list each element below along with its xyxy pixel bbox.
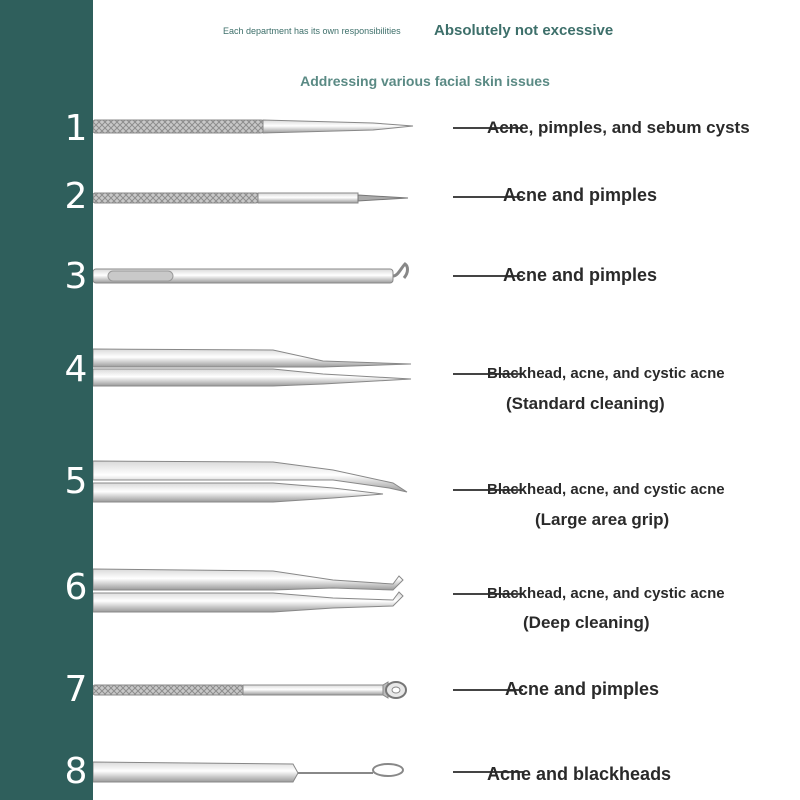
tool-3-hook-loop xyxy=(93,258,423,294)
header-subtitle: Addressing various facial skin issues xyxy=(300,73,550,89)
item-label-4: Blackhead, acne, and cystic acne xyxy=(487,365,725,382)
item-label-7: Acne and pimples xyxy=(505,679,660,699)
header-tagline: Each department has its own responsibilities xyxy=(223,26,401,36)
item-sublabel-4: (Standard cleaning) xyxy=(506,394,665,413)
item-label-5: Blackhead, acne, and cystic acne xyxy=(487,481,725,498)
tool-1-extractor-needle xyxy=(93,110,423,146)
tool-4-straight-tweezers xyxy=(93,346,423,392)
item-number-1: 1 xyxy=(64,108,88,149)
item-number-8: 8 xyxy=(64,751,88,792)
item-number-3: 3 xyxy=(64,256,88,297)
tool-5-curved-tweezers xyxy=(93,458,423,508)
tool-6-hooked-tweezers xyxy=(93,566,423,618)
item-number-5: 5 xyxy=(64,461,88,502)
header-title: Absolutely not excessive xyxy=(434,22,614,39)
item-sublabel-5: (Large area grip) xyxy=(535,510,670,529)
item-label-1: Acne, pimples, and sebum cysts xyxy=(487,118,750,137)
tool-8-wire-loop xyxy=(93,758,423,788)
item-label-6: Blackhead, acne, and cystic acne xyxy=(487,585,725,602)
item-sublabel-6: (Deep cleaning) xyxy=(523,613,650,632)
item-number-2: 2 xyxy=(64,176,88,217)
item-number-7: 7 xyxy=(64,669,88,710)
tool-7-loop-extractor xyxy=(93,676,423,706)
item-number-6: 6 xyxy=(64,567,88,608)
item-number-4: 4 xyxy=(64,349,88,390)
item-label-8: Acne and blackheads xyxy=(487,764,672,784)
item-label-2: Acne and pimples xyxy=(503,185,658,205)
item-label-3: Acne and pimples xyxy=(503,265,658,285)
tool-2-needle xyxy=(93,186,423,212)
